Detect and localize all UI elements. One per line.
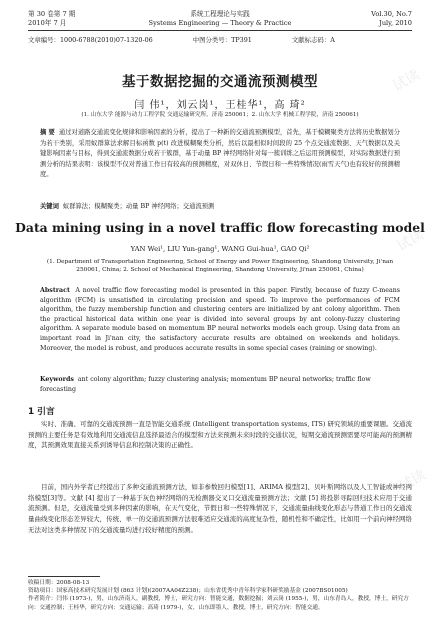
title-chinese: 基于数据挖掘的交通流预测模型 [122,74,318,90]
footnote-received: 收稿日期：2008-08-13 [28,580,90,586]
abstract-english-text: A novel traffic flow forecasting model is presented in this paper. Firstly, because of fuzzy C-means algorithm (FCM) is unsatisfied in circulating precision and speed. To improve the performances of FCM algorithm, the fuzzy membership function and clustering centers are initialized by ant colony algorithm. Then the practical historical data within one year is divided into several groups by ant colony-fuzzy clustering algorithm. A separate module based on momentum BP neural networks models each group. Using data from an important road in Ji'nan city, the satisfactory accurate results are obtained on weekends and holidays. Moreover, the model is robust, and produces accurate results in some special cases (raining or snowing). [40,287,400,352]
header-volume-left: 第 30 卷第 7 期 [28,10,76,18]
keywords-english-text: ant colony algorithm; fuzzy clustering analysis; momentum BP neural networks; traffic flow forecasting [40,376,371,393]
title-english: Data mining using in a novel traffic flow forecasting model [15,220,425,235]
intro-paragraph-1: 实时、准确、可靠的交通流预测一直是智能交通系统 (Intelligent transportation systems, ITS) 研究领域的重要课题。交通流预测的主要任务是有效地利用交通流信息选择最适合的模型和方法来预测未来时段的交通状况，短期交通流预测需要尽可能高的预测精度，其预测效果直接关系到诱导信息和控制决策的正确性。 [28,420,412,450]
footnote-funding: 资助项目：国家高技术研究发展计划 (863 计划)(2007AA04Z238)；山东省优秀中青年科学家科研奖励基金 (2007BS01005) [28,588,348,595]
header-volume-right: Vol.30, No.7 [371,10,412,18]
header-journal-zh: 系统工程理论与实践 [190,10,250,18]
abstract-chinese-text: 通过对道路交通流变化规律和影响因素的分析，提出了一种新的交通流预测模型，首先，基于模糊聚类方法将历史数据划分为若干类别，采用蚁群算法求解目标函数 p(t) 改进模糊聚类分析，然后以最相似时间段的 25 个点交通流数据、天气数据以及关键影响因素与目标，得到交通流数据分成若干簇群，基于动量 BP 神经网络针对每一簇训练之后运用预测模型，对实际数据进行预测分析的结果表明：该模型不仅对普通工作日有较高的预测精度，对双休日、节假日和一些特殊情况(雨雪天气)也有较好的预测精度。 [40,129,400,178]
affiliation-chinese: (1. 山东大学 能源与动力工程学院 交通运输研究所，济南 250061；2. 山东大学 机械工程学院，济南 250061) [81,112,359,118]
header-date-left: 2010年 7 月 [28,19,67,27]
intro-paragraph-2: 目前，国内外学者已经提出了多种交通流预测方法，如非参数回归模型[1]、ARIMA 模型[2]、贝叶斯网络以及人工智能或神经网络模型[3]等。文献 [4] 提出了一种基于灰色神经网络的无检测器交叉口交通流量预测方法；文献 [5] 将投影寻踪回归技术应用于交通流预测。但是，交通流量受到多种因素的影响，在天气变化，节假日和一些特殊情况下，交通流量曲线变化形态与普通工作日的交通流量曲线变化形态差异较大，传统、单一的交通流预测方法很难适应交通流的高度复杂性，随机性和不确定性，比如用一个前向神经网络无法对这类多种情况下的交通流量均进行较好精度的预测。 [28,483,412,534]
header-divider [28,30,412,31]
footnotes [28,579,412,612]
header-journal-en: Systems Engineering — Theory & Practice [148,19,292,27]
footnote-author-info: 作者简介：闫伟 (1973-)，男，山东济南人，副教授，博士，研究方向：智能交通，数据挖掘；刘云岗 (1955-)，男，山东青岛人，教授，博士，研究方向：交通控制；王桂华，研究方向：交通运输；高琦 (1979-)，女，山东即墨人，教授，博士，研究方向：智能交通。 [28,596,409,611]
article-meta [28,35,412,44]
affiliation-english: (1. Department of Transportation Engineering, School of Energy and Power Engineering, Shandong University, Ji'nan 250061, China; 2. School of Mechanical Engineering, Shandong University, Ji'nan 250061, China) [46,259,394,274]
watermark-stamp: 试读 [394,226,427,255]
authors-chinese: 闫 伟¹，刘云岗¹，王桂华¹，高 琦² [134,100,306,111]
header-date-right: July, 2010 [379,19,412,27]
section-heading-introduction: 1 引言 [28,407,55,417]
keywords-chinese [40,202,400,212]
keywords-english-label: Keywords [40,376,74,383]
footnote-divider [28,576,100,577]
clc-number: 中图分类号：TP391 [192,36,252,44]
article-number: 文章编号：1000-6788(2010)07-1320-06 [28,36,153,44]
document-code: 文献标志码：A [291,36,335,44]
abstract-english [40,286,400,353]
abstract-chinese-label: 摘 要 [40,129,55,136]
abstract-chinese [40,128,400,181]
watermark-stamp: 试读 [390,66,423,95]
watermark-stamp: 试读 [396,466,429,495]
authors-english: YAN Wei¹, LIU Yun-gang¹, WANG Gui-hua¹, GAO Qi² [130,245,310,253]
keywords-chinese-text: 蚁群算法；模糊聚类；动量 BP 神经网络；交通流预测 [62,203,215,210]
abstract-english-label: Abstract [40,287,70,294]
running-header [28,10,412,28]
keywords-english [40,375,400,394]
keywords-chinese-label: 关键词 [40,203,59,210]
